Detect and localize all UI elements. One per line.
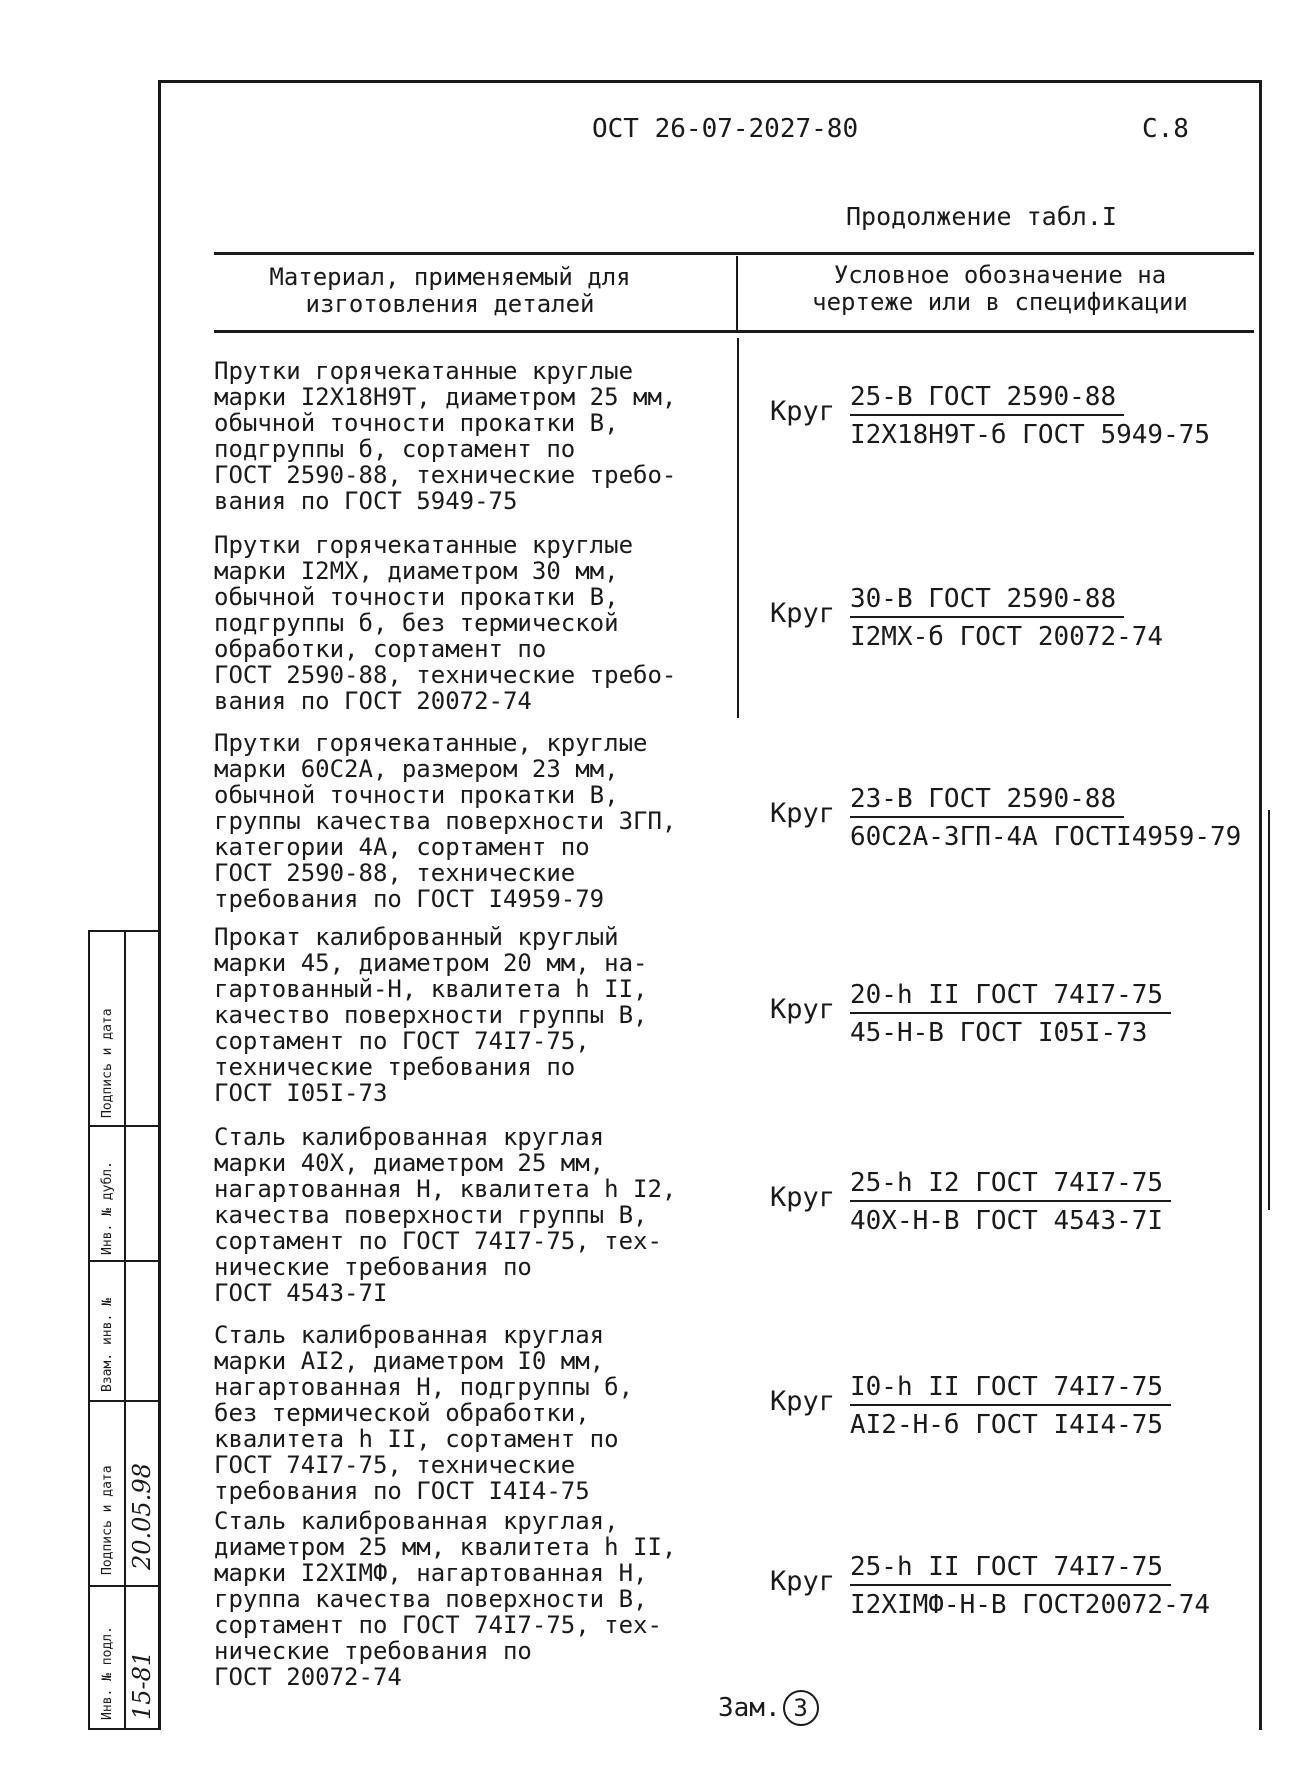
krug-label: Круг (770, 396, 836, 427)
designation-denominator: АI2-Н-б ГОСТ I4I4-75 (850, 1410, 1164, 1440)
designation-numerator: 25-h I2 ГОСТ 74I7-75 (850, 1168, 1171, 1202)
material-description: Сталь калиброванная круглая, диаметром 25 мм, квалитета h II, марки I2ХIМФ, нагартованная Н, группа качества поверхности В, сортамент по ГОСТ 74I7-75, тех- нические требования по ГОСТ 20072-74 (214, 1507, 677, 1691)
designation-numerator: 20-h II ГОСТ 74I7-75 (850, 980, 1171, 1014)
stamp-signature-date: 20.05.98 (128, 1463, 156, 1570)
stamp-divider (90, 1728, 158, 1730)
stamp-label-vzam-inv: Взам. инв. № (100, 1298, 115, 1392)
designation-numerator: I0-h II ГОСТ 74I7-75 (850, 1372, 1171, 1406)
stamp-label-inv-podl: Инв. № подл. (100, 1626, 115, 1720)
krug-label: Круг (770, 1386, 836, 1417)
revision-number: 3 (783, 1690, 819, 1726)
material-description: Сталь калиброванная круглая марки 40Х, диаметром 25 мм, нагартованная Н, квалитета h I2, качества поверхности группы В, сортамент по ГОСТ 74I7-75, тех- нические требования по ГОСТ 4543-7I (214, 1123, 677, 1307)
designation-numerator: 30-В ГОСТ 2590-88 (850, 584, 1124, 618)
krug-label: Круг (770, 1566, 836, 1597)
stamp-label-inv-dubl: Инв. № дубл. (100, 1161, 115, 1255)
material-description: Прутки горячекатанные круглые марки I2МХ, диаметром 30 мм, обычной точности прокатки В, подгруппы б, без термической обработки, сортамент по ГОСТ 2590-88, технические требо- вания по ГОСТ 20072-74 (214, 531, 677, 715)
column-divider (737, 338, 739, 718)
designation-denominator: I2МХ-б ГОСТ 20072-74 (850, 622, 1164, 652)
krug-label: Круг (770, 798, 836, 829)
stamp-label-podpis-data-2: Подпись и дата (100, 1008, 115, 1118)
stamp-label-podpis-data: Подпись и дата (100, 1465, 115, 1575)
stamp-inventory-number: 15-81 (128, 1650, 156, 1720)
designation-denominator: 60С2А-3ГП-4А ГОСТI4959-79 (850, 822, 1242, 852)
stamp-inner-divider (124, 930, 126, 1730)
designation-denominator: 45-Н-В ГОСТ I05I-73 (850, 1018, 1148, 1048)
document-code: ОСТ 26-07-2027-80 (592, 114, 859, 144)
material-description: Прутки горячекатанные, круглые марки 60С2А, размером 23 мм, обычной точности прокатки В, группы качества поверхности 3ГП, категории 4А, сортамент по ГОСТ 2590-88, технические требования по ГОСТ I4959-79 (214, 729, 677, 913)
column-header-material: Материал, применяемый для изготовления деталей (269, 263, 631, 318)
krug-label: Круг (770, 1182, 836, 1213)
table-header-rule (214, 330, 1254, 333)
page-number: С.8 (1142, 114, 1189, 144)
table-top-rule (214, 252, 1254, 255)
designation-numerator: 25-h II ГОСТ 74I7-75 (850, 1552, 1171, 1586)
designation-denominator: I2ХIМФ-Н-В ГОСТ20072-74 (850, 1590, 1211, 1620)
stamp-divider (90, 1125, 158, 1127)
krug-label: Круг (770, 598, 836, 629)
revision-note (718, 1690, 819, 1726)
material-description: Сталь калиброванная круглая марки АI2, диаметром I0 мм, нагартованная Н, подгруппы б, без термической обработки, квалитета h II, сортамент по ГОСТ 74I7-75, технические требования по ГОСТ I4I4-75 (214, 1321, 634, 1505)
table-continuation-label: Продолжение табл.I (846, 202, 1117, 231)
header-column-divider (736, 256, 738, 330)
material-description: Прутки горячекатанные круглые марки I2Х18Н9Т, диаметром 25 мм, обычной точности прокатки В, подгруппы б, сортамент по ГОСТ 2590-88, технические требо- вания по ГОСТ 5949-75 (214, 357, 677, 515)
column-divider-right (1268, 810, 1270, 1210)
krug-label: Круг (770, 994, 836, 1025)
designation-denominator: 40Х-Н-В ГОСТ 4543-7I (850, 1206, 1164, 1236)
material-description: Прокат калиброванный круглый марки 45, диаметром 20 мм, на- гартованный-Н, квалитета h II, качество поверхности группы В, сортамент по ГОСТ 74I7-75, технические требования по ГОСТ I05I-73 (214, 923, 648, 1107)
stamp-divider (90, 1400, 158, 1402)
revision-label: Зам. (718, 1693, 781, 1723)
designation-numerator: 25-В ГОСТ 2590-88 (850, 382, 1124, 416)
side-stamp (88, 930, 158, 1730)
stamp-divider (90, 1585, 158, 1587)
stamp-divider (90, 930, 158, 932)
stamp-divider (90, 1260, 158, 1262)
column-header-designation: Условное обозначение на чертеже или в спецификации (812, 261, 1188, 316)
designation-numerator: 23-В ГОСТ 2590-88 (850, 784, 1124, 818)
designation-denominator: I2Х18Н9Т-б ГОСТ 5949-75 (850, 420, 1211, 450)
